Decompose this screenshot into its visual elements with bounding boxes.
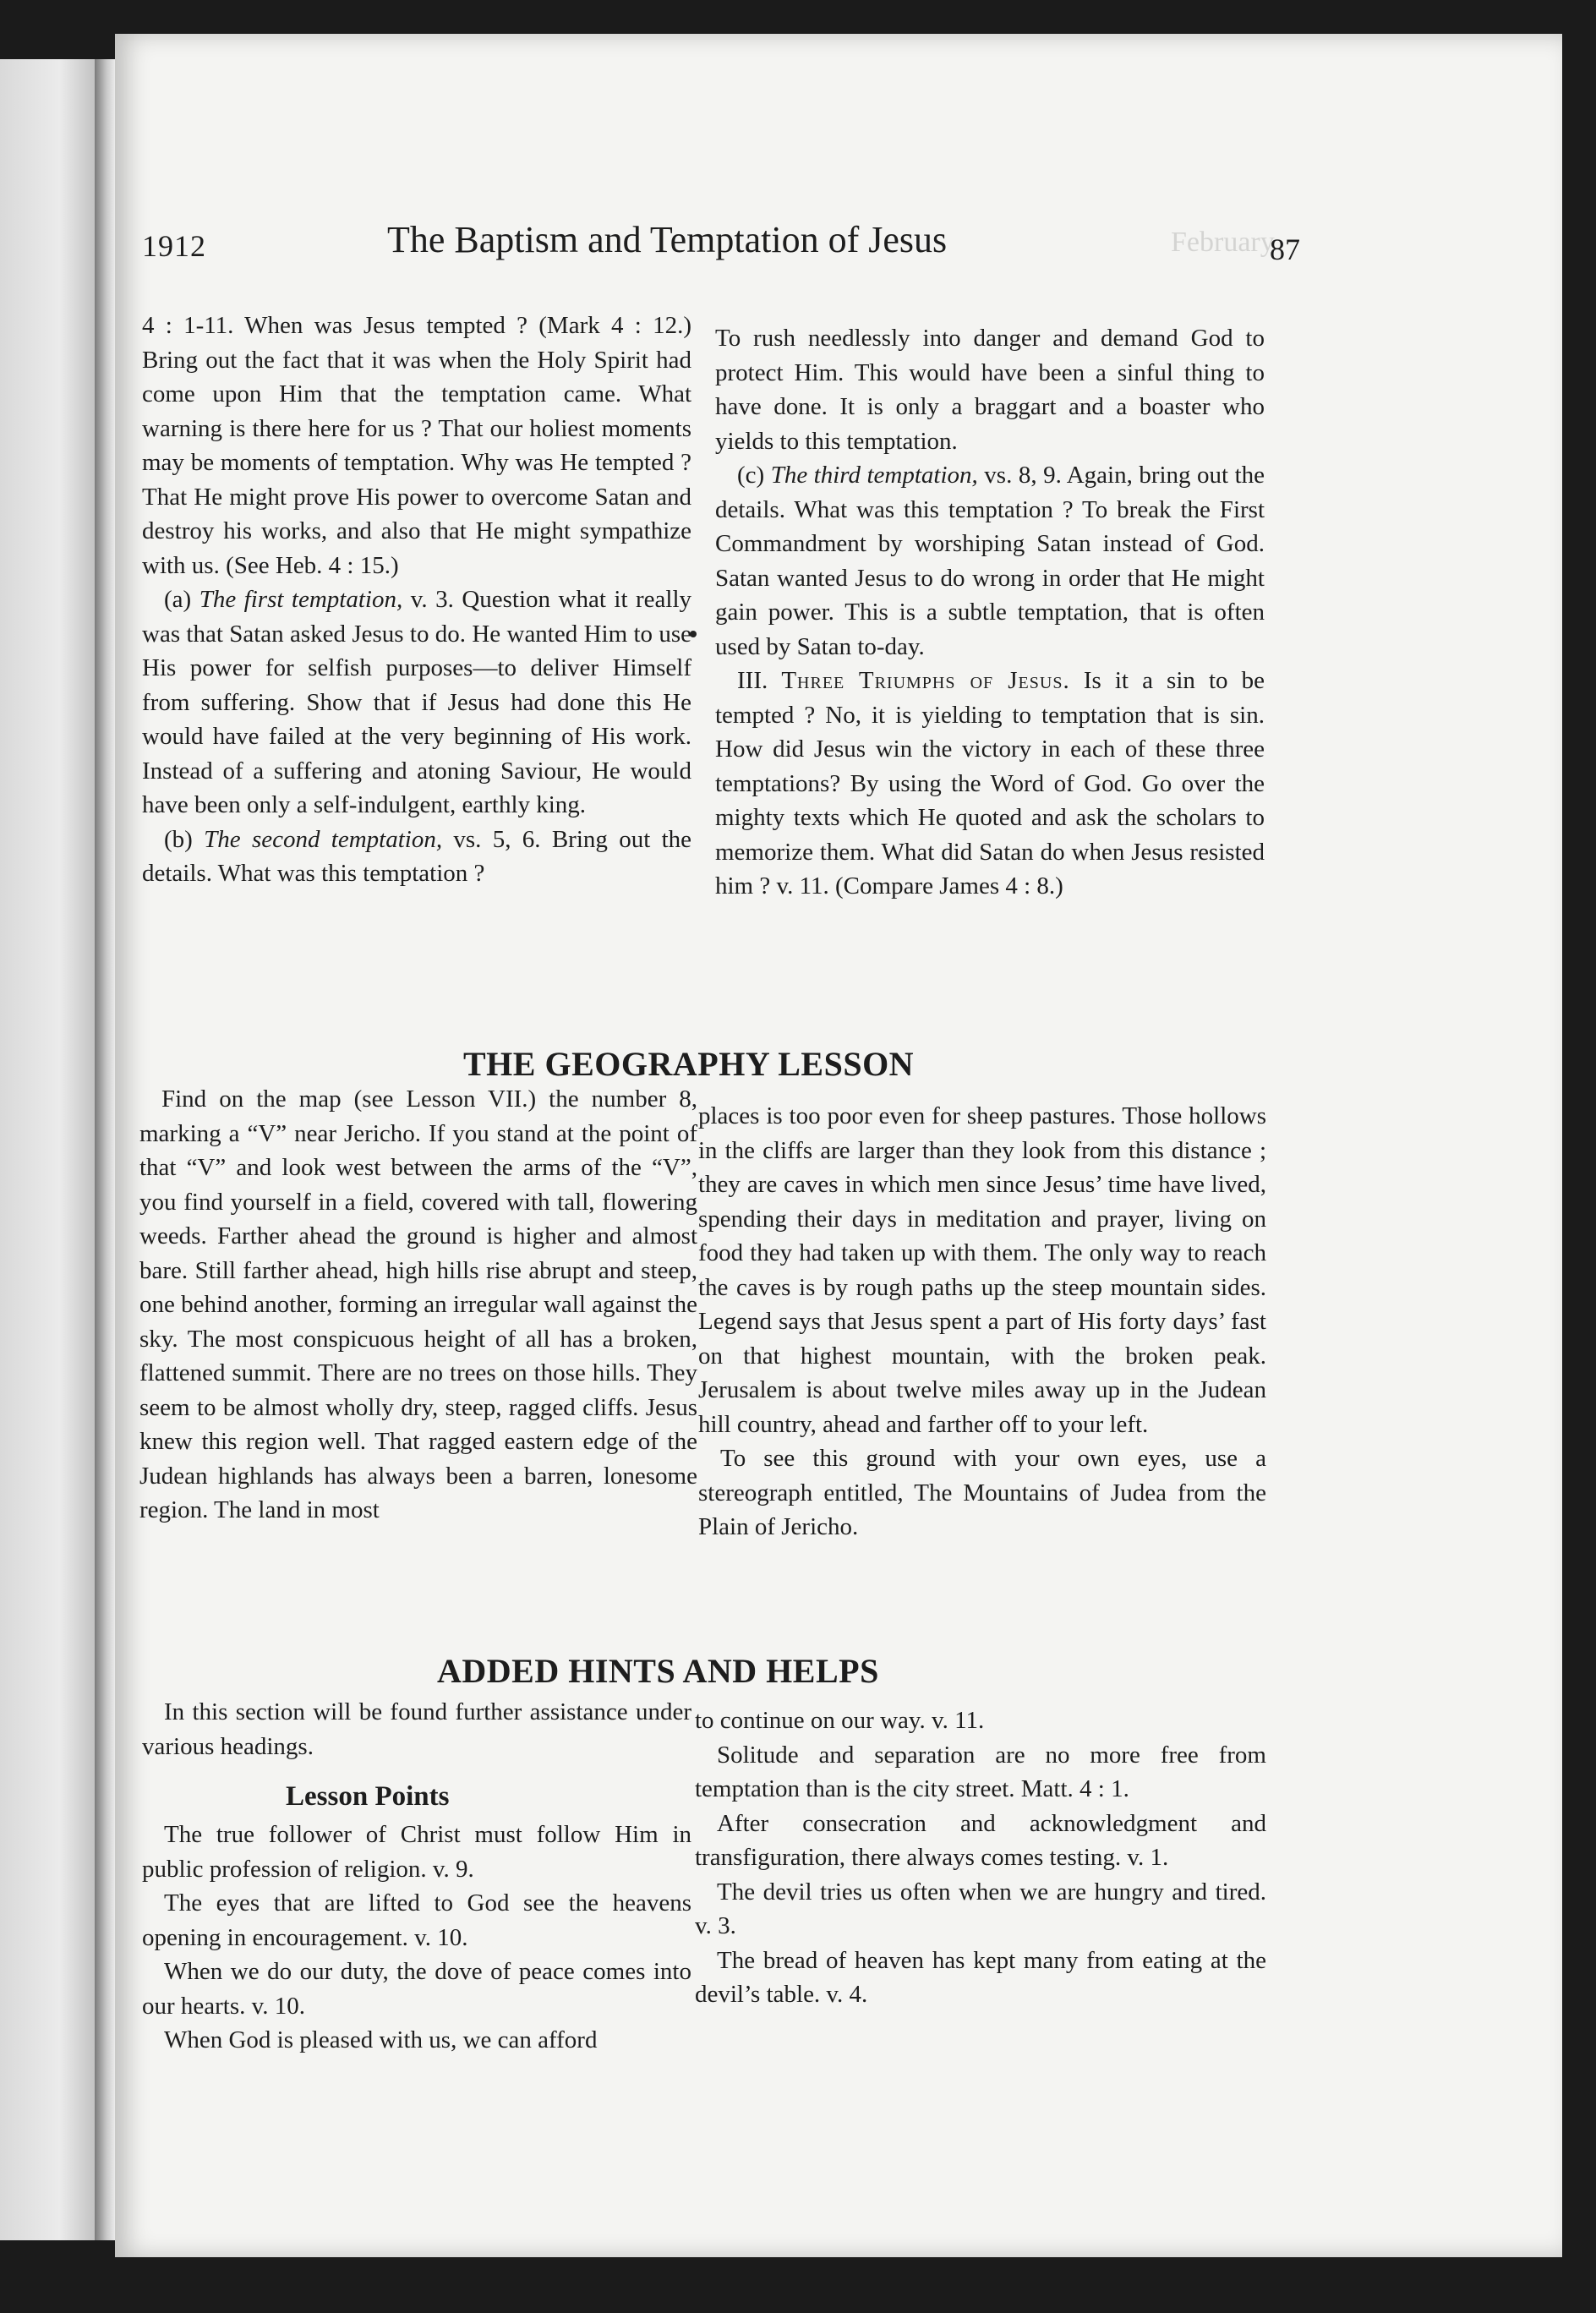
item-title: The first temptation, [199,586,403,613]
item-title: The third temptation, [770,462,978,489]
paragraph: To rush needlessly into danger and demand God to protect Him. This would have been a sinful thing to have done. It is only a braggart and a boaster who yields to this temptation. [715,325,1265,455]
column-right-top [715,321,1265,904]
item-text: Is it a sin to be tempted ? No, it is yielding to temptation that is sin. How did Jesus win the victory in each of these three temptations? By using the Word of God. Go over the mighty texts which He quoted and ask the scholars to memorize them. What did Satan do when Jesus resisted him ? v. 11. (Compare James 4 : 8.) [715,667,1265,900]
item-heading: Three Triumphs of Jesus. [781,667,1070,694]
lesson-point: The devil tries us often when we are hungry and tired. v. 3. [695,1878,1266,1939]
facing-page-edge [0,59,100,2240]
paragraph: Find on the map (see Lesson VII.) the number 8, marking a “V” near Jericho. If you stand at the point of that “V” and look west between the arms of the “V”, you find yourself in a field, covered with tall, flowering weeds. Farther ahead the ground is higher and almost bare. Still farther ahead, high hills rise abrupt and steep, one behind another, forming an irregular wall against the sky. The most conspicuous height of all has a broken, flattened summit. There are no trees on those hills. They seem to be almost wholly dry, steep, ragged cliffs. Jesus knew this region well. That ragged eastern edge of the Judean highlands has always been a barren, lonesome region. The land in most [139,1085,697,1523]
header-title: The Baptism and Temptation of Jesus [387,219,948,260]
paragraph: To see this ground with your own eyes, use a stereograph entitled, The Mountains of Judea from the Plain of Jericho. [698,1445,1266,1540]
lesson-point: When God is pleased with us, we can afford [164,2026,598,2053]
lesson-point: The eyes that are lifted to God see the heavens opening in encouragement. v. 10. [142,1889,691,1951]
column-left-hints [142,1695,691,2058]
column-right-geography [698,1099,1266,1545]
item-label: (b) [164,825,193,853]
lesson-point: The bread of heaven has kept many from eating at the devil’s table. v. 4. [695,1946,1266,2008]
column-right-hints [695,1703,1266,2012]
paragraph: places is too poor even for sheep pastures. Those hollows in the cliffs are larger than they look from this distance ; they are caves in which men since Jesus’ time have lived, spending their days in meditation and prayer, living on food they had taken up with them. The only way to reach the caves is by rough paths up the steep mountain sides. Legend says that Jesus spent a part of His forty days’ fast on that highest mountain, with the broken peak. Jerusalem is about twelve miles away up in the Judean hill country, ahead and farther off to your left. [698,1102,1266,1438]
item-text: v. 3. Question what it really was that Satan asked Jesus to do. He wanted Him to use His power for selfish purposes—to deliver Himself from suffering. Show that if Jesus had done this He would have failed at the very beginning of His work. Instead of a suffering and atoning Saviour, He would have been only a self-indulgent, earthly king. [142,586,692,818]
column-left-geography [139,1082,697,1528]
running-header [142,210,1300,269]
book-gutter [95,59,117,2240]
paragraph [715,664,1265,904]
paragraph: 4 : 1-11. When was Jesus tempted ? (Mark 4 : 12.) Bring out the fact that it was when the Holy Spirit had come upon Him that the temptation came. What warning is there here for us ? That our holiest moments may be moments of temptation. Why was He tempted ? That He might prove His power to overcome Satan and destroy his works, and also that He might sympathize with us. (See Heb. 4 : 15.) [142,312,691,579]
lesson-points-subheading: Lesson Points [286,1781,450,1812]
paragraph [715,458,1265,664]
column-left-top [142,309,691,891]
header-year: 1912 [142,229,206,263]
item-text: vs. 5, 6. Bring out the details. What was this temptation ? [142,825,691,887]
item-label: III. [737,667,768,694]
lesson-point: Solitude and separation are no more free from temptation than is the city street. Matt. 4 : 1. [695,1741,1266,1802]
lesson-point: The true follower of Christ must follow Him in public profession of religion. v. 9. [142,1821,691,1883]
lesson-point: After consecration and acknowledgment and transfiguration, there always comes testing. v. 1. [695,1809,1266,1871]
lesson-point: to continue on our way. v. 11. [695,1707,985,1734]
lesson-point: When we do our duty, the dove of peace comes into our hearts. v. 10. [142,1958,691,2020]
paragraph [142,823,691,891]
paragraph: In this section will be found further assistance under various headings. [142,1698,691,1760]
hints-heading: ADDED HINTS AND HELPS [437,1652,879,1690]
item-label: (c) [737,462,765,489]
paragraph [142,582,691,823]
show-through-text: February [1171,227,1275,258]
geography-heading: THE GEOGRAPHY LESSON [463,1045,915,1083]
item-title: The second temptation, [204,825,443,853]
item-text: vs. 8, 9. Again, bring out the details. What was this temptation ? To break the First Commandment by worshiping Satan instead of God. Satan wanted Jesus to do wrong in order that He might gain power. This is a subtle temptation, that is often used by Satan to-day. [715,462,1265,660]
item-label: (a) [164,586,192,613]
page-number: 87 [1270,232,1300,266]
